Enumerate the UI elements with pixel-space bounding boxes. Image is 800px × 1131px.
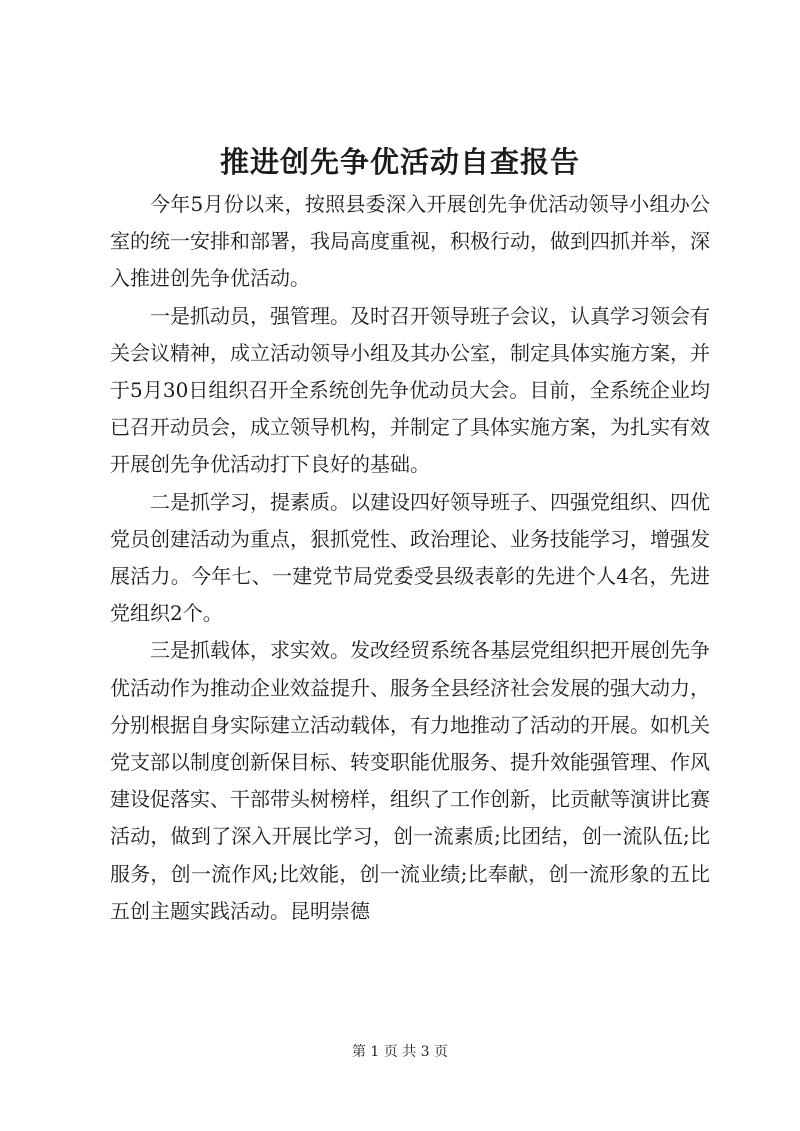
paragraph-study: 二是抓学习，提素质。以建设四好领导班子、四强党组织、四优党员创建活动为重点，狠抓党性、政治理论、业务技能学习，增强发展活力。今年七、一建党节局党委受县级表彰的先进个人4名，先进党组织2个。 <box>110 489 710 626</box>
paragraph-carrier: 三是抓载体，求实效。发改经贸系统各基层党组织把开展创先争优活动作为推动企业效益提升、服务全县经济社会发展的强大动力，分别根据自身实际建立活动载体，有力地推动了活动的开展。如机关党支部以制度创新保目标、转变职能优服务、提升效能强管理、作风建设促落实、干部带头树榜样，组织了工作创新，比贡献等演讲比赛活动，做到了深入开展比学习，创一流素质;比团结，创一流队伍;比服务，创一流作风;比效能，创一流业绩;比奉献，创一流形象的五比五创主题实践活动。昆明崇德 <box>110 638 710 923</box>
page-number-indicator: 第 1 页 共 3 页 <box>351 1044 449 1060</box>
document-title: 推进创先争优活动自查报告 <box>219 145 580 179</box>
document-body <box>110 186 710 930</box>
paragraph-intro: 今年5月份以来，按照县委深入开展创先争优活动领导小组办公室的统一安排和部署，我局高度重视，积极行动，做到四抓并举，深入推进创先争优活动。 <box>110 192 710 291</box>
page-footer <box>0 1042 800 1062</box>
paragraph-mobilization: 一是抓动员，强管理。及时召开领导班子会议，认真学习领会有关会议精神，成立活动领导小组及其办公室，制定具体实施方案，并于5月30日组织召开全系统创先争优动员大会。目前，全系统企业均已召开动员会，成立领导机构，并制定了具体实施方案，为扎实有效开展创先争优活动打下良好的基础。 <box>110 303 710 477</box>
